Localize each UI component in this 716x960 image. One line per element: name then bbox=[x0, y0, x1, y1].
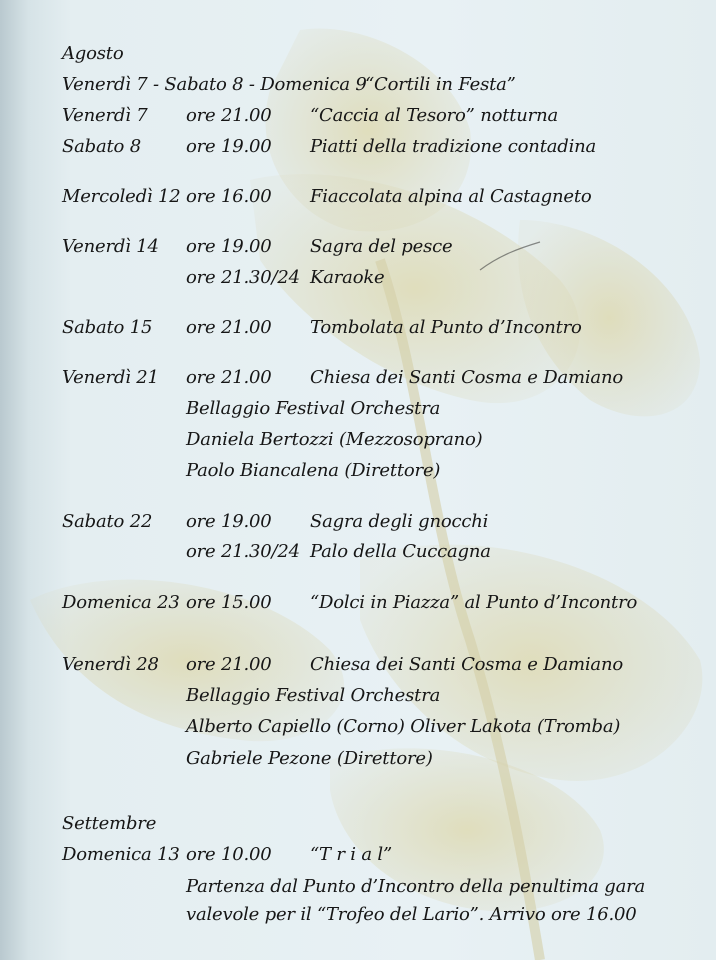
event-description: Piatti della tradizione contadina bbox=[310, 136, 597, 157]
event-description: “Caccia al Tesoro” notturna bbox=[310, 105, 559, 126]
month-heading-agosto: Agosto bbox=[62, 43, 124, 64]
event-description: “T r i a l” bbox=[310, 844, 392, 865]
event-day: Domenica 13 bbox=[62, 844, 180, 865]
concert-detail: Bellaggio Festival Orchestra bbox=[186, 685, 441, 706]
event-day: Venerdì 28 bbox=[62, 654, 159, 675]
event-day: Domenica 23 bbox=[62, 592, 180, 613]
event-time: ore 16.00 bbox=[186, 186, 272, 207]
event-description: Chiesa dei Santi Cosma e Damiano bbox=[310, 654, 623, 675]
headline-days: Venerdì 7 - Sabato 8 - Domenica 9 bbox=[62, 74, 367, 95]
event-description: Karaoke bbox=[310, 267, 385, 288]
event-time: ore 21.00 bbox=[186, 654, 272, 675]
event-time: ore 21.00 bbox=[186, 105, 272, 126]
event-description: Sagra degli gnocchi bbox=[310, 511, 489, 532]
event-description: “Dolci in Piazza” al Punto d’Incontro bbox=[310, 592, 638, 613]
event-description: Palo della Cuccagna bbox=[310, 541, 491, 562]
concert-detail: Bellaggio Festival Orchestra bbox=[186, 398, 441, 419]
trial-detail: Partenza dal Punto d’Incontro della penultima gara bbox=[186, 876, 646, 897]
event-day: Sabato 8 bbox=[62, 136, 141, 157]
event-description: Sagra del pesce bbox=[310, 236, 453, 257]
event-day: Mercoledì 12 bbox=[62, 186, 181, 207]
headline-title: “Cortili in Festa” bbox=[365, 74, 516, 95]
event-day: Venerdì 14 bbox=[62, 236, 159, 257]
event-description: Tombolata al Punto d’Incontro bbox=[310, 317, 582, 338]
event-time: ore 15.00 bbox=[186, 592, 272, 613]
concert-detail: Paolo Biancalena (Direttore) bbox=[186, 460, 441, 481]
event-time: ore 21.30/24 bbox=[186, 541, 300, 562]
trial-detail: valevole per il “Trofeo del Lario”. Arrivo ore 16.00 bbox=[186, 904, 637, 925]
event-time: ore 19.00 bbox=[186, 236, 272, 257]
event-day: Venerdì 21 bbox=[62, 367, 159, 388]
concert-detail: Daniela Bertozzi (Mezzosoprano) bbox=[186, 429, 483, 450]
event-time: ore 21.30/24 bbox=[186, 267, 300, 288]
month-heading-settembre: Settembre bbox=[62, 813, 157, 834]
event-time: ore 10.00 bbox=[186, 844, 272, 865]
event-time: ore 19.00 bbox=[186, 511, 272, 532]
event-time: ore 21.00 bbox=[186, 367, 272, 388]
event-time: ore 21.00 bbox=[186, 317, 272, 338]
concert-detail: Alberto Capiello (Corno) Oliver Lakota (Tromba) bbox=[186, 716, 621, 737]
event-description: Fiaccolata alpina al Castagneto bbox=[310, 186, 592, 207]
event-time: ore 19.00 bbox=[186, 136, 272, 157]
concert-detail: Gabriele Pezone (Direttore) bbox=[186, 748, 433, 769]
event-day: Sabato 15 bbox=[62, 317, 153, 338]
event-day: Venerdì 7 bbox=[62, 105, 148, 126]
event-day: Sabato 22 bbox=[62, 511, 153, 532]
event-description: Chiesa dei Santi Cosma e Damiano bbox=[310, 367, 623, 388]
